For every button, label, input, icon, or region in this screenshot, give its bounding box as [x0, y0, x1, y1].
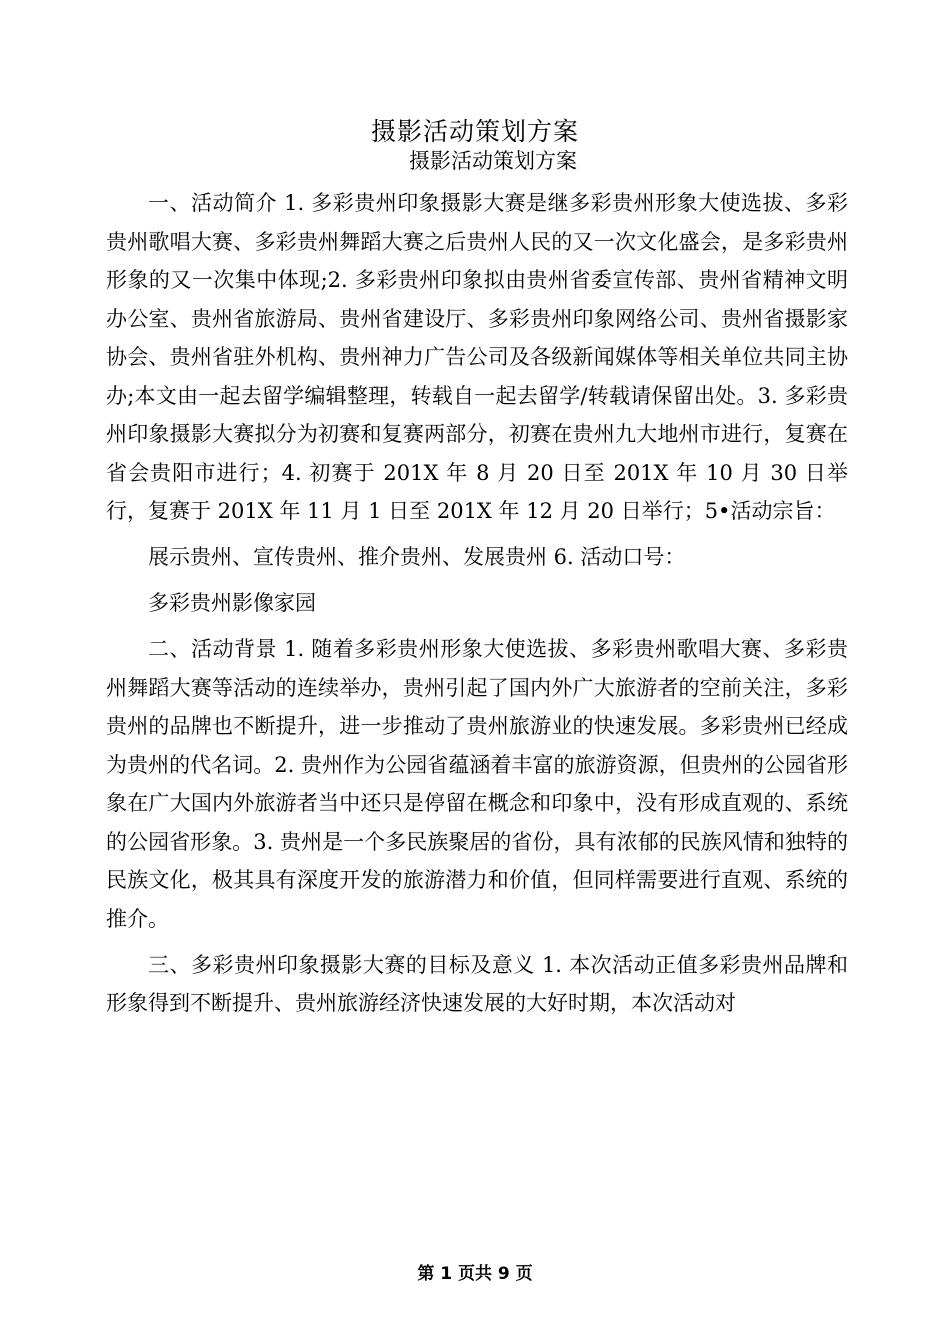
- paragraph-background: 二、活动背景 1. 随着多彩贵州形象大使选拔、多彩贵州歌唱大赛、多彩贵州舞蹈大赛等活动的连续举办，贵州引起了国内外广大旅游者的空前关注，多彩贵州的品牌也不断提升，进一步推动了贵州旅游业的快速发展。多彩贵州已经成为贵州的代名词。2. 贵州作为公园省蕴涵着丰富的旅游资源，但贵州的公园省形象在广大国内外旅游者当中还只是停留在概念和印象中，没有形成直观的、系统的公园省形象。3. 贵州是一个多民族聚居的省份，具有浓郁的民族风情和独特的民族文化，极其具有深度开发的旅游潜力和价值，但同样需要进行直观、系统的推介。: [106, 637, 848, 931]
- paragraph-slogan: 多彩贵州影像家园: [148, 591, 316, 615]
- paragraph-slogan-intro: 展示贵州、宣传贵州、推介贵州、发展贵州 6. 活动口号：: [148, 545, 686, 569]
- document-title: 摄影活动策划方案: [370, 117, 579, 146]
- document-body: [106, 184, 848, 1030]
- page-number-footer: 第 1 页共 9 页: [417, 1264, 533, 1284]
- document-subtitle: 摄影活动策划方案: [409, 149, 577, 173]
- paragraph-introduction: 一、活动简介 1. 多彩贵州印象摄影大赛是继多彩贵州形象大使选拔、多彩贵州歌唱大赛、多彩贵州舞蹈大赛之后贵州人民的又一次文化盛会，是多彩贵州形象的又一次集中体现;2. 多彩贵州印象拟由贵州省委宣传部、贵州省精神文明办公室、贵州省旅游局、贵州省建设厅、多彩贵州印象网络公司、贵州省摄影家协会、贵州省驻外机构、贵州神力广告公司及各级新闻媒体等相关单位共同主协办;本文由一起去留学编辑整理，转载自一起去留学/转载请保留出处。3. 多彩贵州印象摄影大赛拟分为初赛和复赛两部分，初赛在贵州九大地州市进行，复赛在省会贵阳市进行；4. 初赛于 201X 年 8 月 20 日至 201X 年 10 月 30 日举行，复赛于 201X 年 11 月 1 日至 201X 年 12 月 20 日举行；5•活动宗旨：: [106, 191, 848, 523]
- paragraph-goals: 三、多彩贵州印象摄影大赛的目标及意义 1. 本次活动正值多彩贵州品牌和形象得到不断提升、贵州旅游经济快速发展的大好时期，本次活动对: [106, 952, 848, 1015]
